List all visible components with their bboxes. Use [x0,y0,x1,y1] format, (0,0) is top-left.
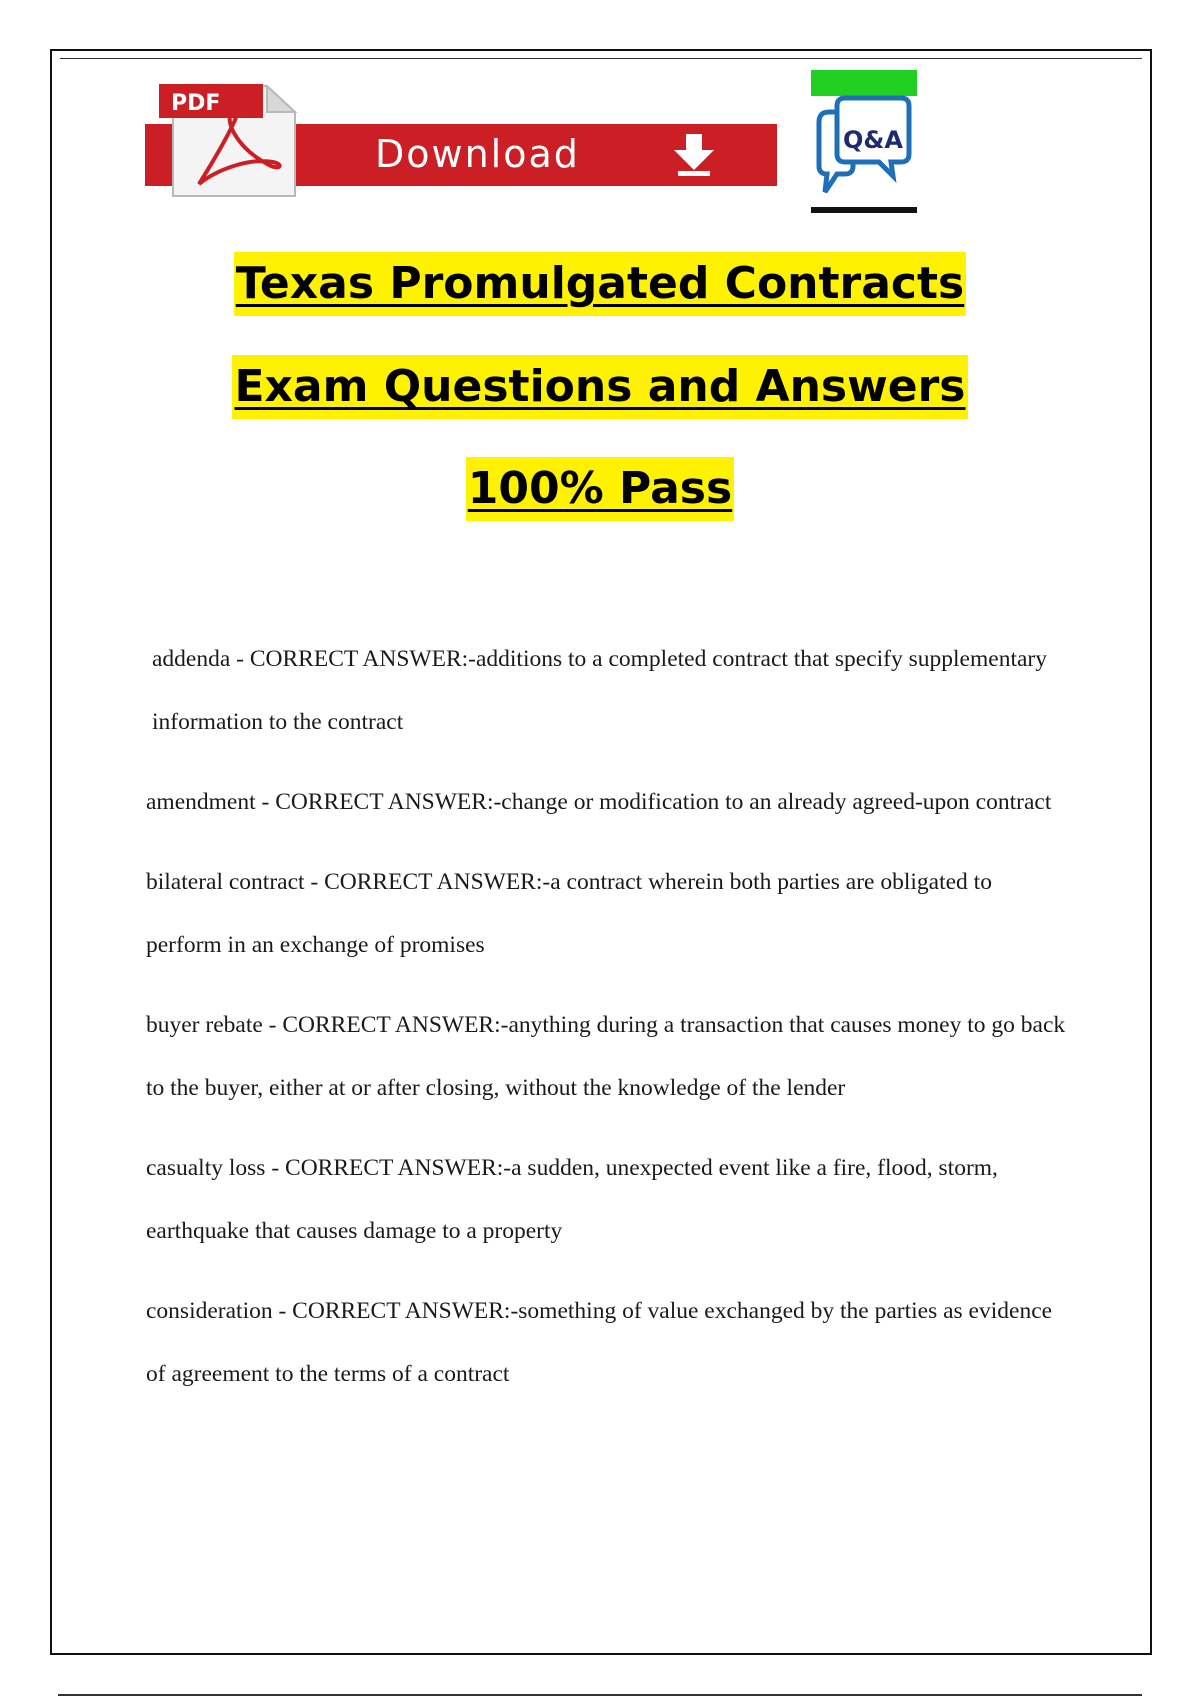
qa-entry-addenda: addenda - CORRECT ANSWER:-additions to a completed contract that specify supplementary information to the contract [152,646,1047,735]
page-title: Texas Promulgated Contracts [234,252,966,316]
pdf-badge [159,84,263,118]
qa-icon [811,70,917,213]
qa-entry-bilateral-contract: bilateral contract - CORRECT ANSWER:-a contract wherein both parties are obligated to perform in an exchange of promises [146,869,992,958]
title-line-3 [0,457,1200,521]
qa-entry-consideration: consideration - CORRECT ANSWER:-something of value exchanged by the parties as evidence of agreement to the terms of a contract [146,1298,1053,1387]
pdf-download-button[interactable] [145,78,777,202]
pass-rate-title: 100% Pass [466,457,734,521]
qa-entry-casualty-loss: casualty loss - CORRECT ANSWER:-a sudden, unexpected event like a fire, flood, storm, earthquake that causes damage to a property [146,1155,998,1244]
down-arrow-icon [672,134,716,176]
bottom-rule [58,1694,1142,1696]
title-line-2 [0,355,1200,419]
qa-entry-buyer-rebate: buyer rebate - CORRECT ANSWER:-anything during a transaction that causes money to go back to the buyer, either at or after closing, without the knowledge of the lender [146,1012,1066,1101]
top-rule [60,58,1142,59]
page-subtitle: Exam Questions and Answers [232,355,967,419]
title-line-1 [0,252,1200,316]
qa-list [146,628,1066,1423]
download-label: Download [375,132,580,176]
qa-entry-amendment: amendment - CORRECT ANSWER:-change or modification to an already agreed-upon contract [146,789,1052,815]
pdf-badge-label: PDF [171,91,221,116]
pdf-file-icon [159,80,301,198]
qa-badge-label: Q&A [843,126,903,154]
